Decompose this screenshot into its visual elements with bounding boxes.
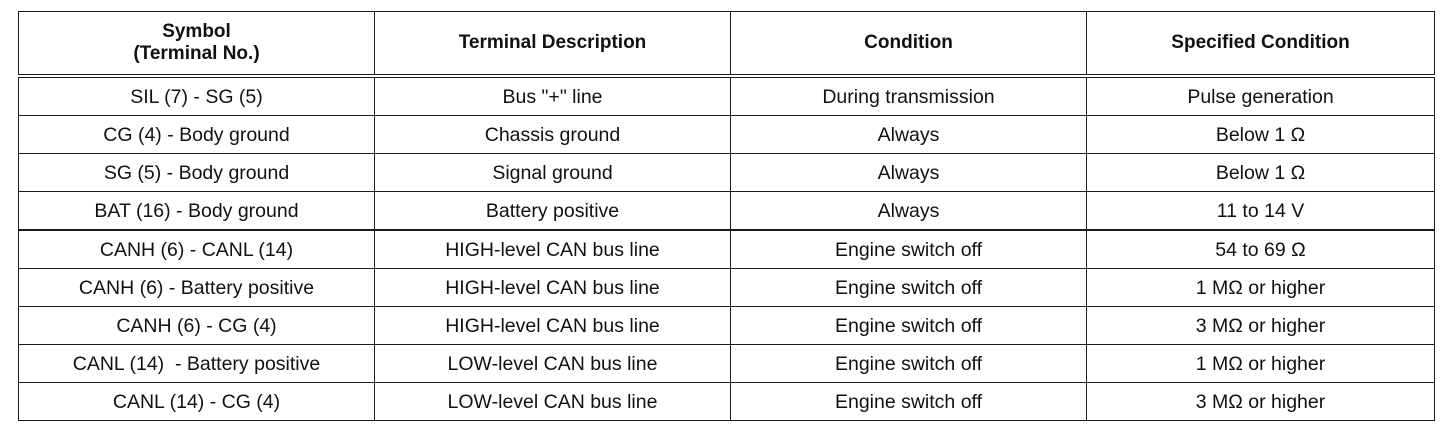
cell-specified: 3 MΩ or higher [1087, 307, 1435, 345]
cell-specified: 1 MΩ or higher [1087, 269, 1435, 307]
cell-specified: 54 to 69 Ω [1087, 230, 1435, 269]
cell-description: Chassis ground [375, 116, 731, 154]
header-symbol [19, 12, 375, 77]
cell-specified: Below 1 Ω [1087, 154, 1435, 192]
cell-specified: Pulse generation [1087, 76, 1435, 116]
cell-description: Signal ground [375, 154, 731, 192]
header-specified-condition [1087, 12, 1435, 77]
cell-specified: Below 1 Ω [1087, 116, 1435, 154]
table-row [19, 269, 1435, 307]
header-symbol-line1: Symbol [162, 21, 231, 42]
cell-specified: 1 MΩ or higher [1087, 345, 1435, 383]
terminal-spec-table-container [18, 11, 1434, 421]
table-row [19, 345, 1435, 383]
cell-condition: Engine switch off [731, 345, 1087, 383]
table-row [19, 383, 1435, 421]
cell-description: LOW-level CAN bus line [375, 345, 731, 383]
cell-description: Battery positive [375, 192, 731, 231]
cell-description: HIGH-level CAN bus line [375, 307, 731, 345]
cell-symbol: CANH (6) - CANL (14) [19, 230, 375, 269]
cell-condition: Engine switch off [731, 307, 1087, 345]
table-row [19, 192, 1435, 231]
header-terminal-description [375, 12, 731, 77]
cell-description: HIGH-level CAN bus line [375, 269, 731, 307]
cell-condition: Always [731, 154, 1087, 192]
cell-description: LOW-level CAN bus line [375, 383, 731, 421]
table-row [19, 76, 1435, 116]
cell-condition: Engine switch off [731, 269, 1087, 307]
cell-symbol: CG (4) - Body ground [19, 116, 375, 154]
cell-condition: Always [731, 116, 1087, 154]
cell-symbol: CANH (6) - CG (4) [19, 307, 375, 345]
table-header-row [19, 12, 1435, 77]
cell-symbol: SIL (7) - SG (5) [19, 76, 375, 116]
cell-symbol: CANL (14) - CG (4) [19, 383, 375, 421]
cell-specified: 3 MΩ or higher [1087, 383, 1435, 421]
cell-symbol: CANH (6) - Battery positive [19, 269, 375, 307]
header-condition-text: Condition [864, 32, 953, 53]
cell-symbol: SG (5) - Body ground [19, 154, 375, 192]
header-symbol-line2: (Terminal No.) [133, 43, 260, 64]
cell-symbol: CANL (14) - Battery positive [19, 345, 375, 383]
cell-condition: Always [731, 192, 1087, 231]
header-condition [731, 12, 1087, 77]
cell-description: Bus "+" line [375, 76, 731, 116]
cell-condition: Engine switch off [731, 383, 1087, 421]
cell-specified: 11 to 14 V [1087, 192, 1435, 231]
terminal-spec-table [18, 11, 1435, 421]
cell-symbol: BAT (16) - Body ground [19, 192, 375, 231]
table-row [19, 154, 1435, 192]
table-row [19, 116, 1435, 154]
table-row [19, 230, 1435, 269]
header-terminal-description-text: Terminal Description [458, 32, 647, 53]
table-row [19, 307, 1435, 345]
header-specified-condition-text: Specified Condition [1171, 32, 1350, 53]
cell-condition: During transmission [731, 76, 1087, 116]
cell-description: HIGH-level CAN bus line [375, 230, 731, 269]
cell-condition: Engine switch off [731, 230, 1087, 269]
